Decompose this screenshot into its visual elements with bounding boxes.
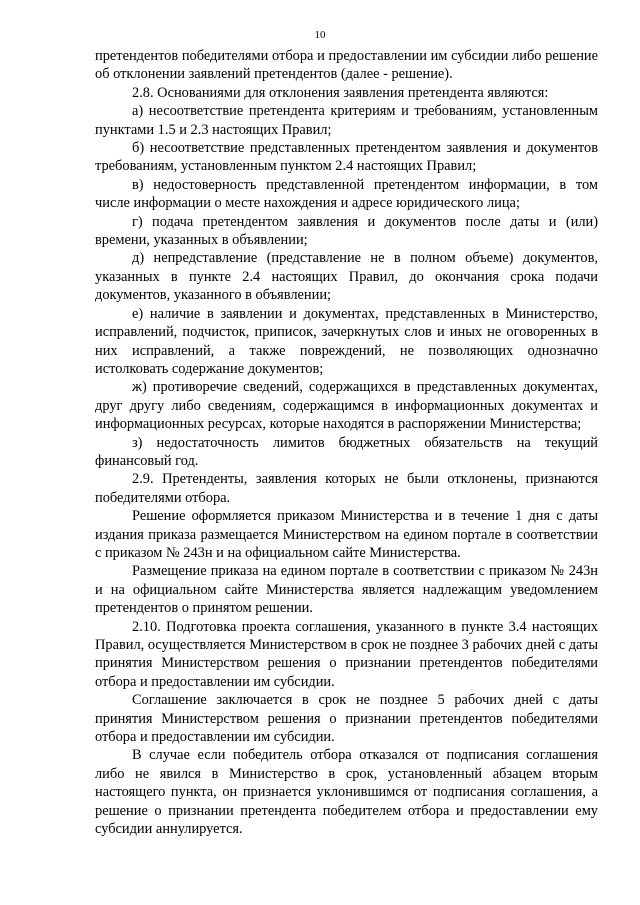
- paragraph-refusal: В случае если победитель отбора отказался от подписания соглашения либо не явился в Министерство в срок, установленный абзацем вторым настоящего пункта, он признается уклонившимся от подписания соглашения, а решение о признании претендента победителем отбора и предоставлении ему субсидии аннулируется.: [95, 747, 598, 838]
- paragraph-2-8-e: е) наличие в заявлении и документах, представленных в Министерство, исправлений, подчисток, приписок, зачеркнутых слов и иных не оговоренных в них исправлений, а также повреждений, не позволяющих однозначно истолковать содержание документов;: [95, 305, 598, 377]
- paragraph-decision: Решение оформляется приказом Министерства и в течение 1 дня с даты издания приказа размещается Министерством на едином портале в соответствии с приказом № 243н и на официальном сайте Министерства.: [95, 508, 598, 561]
- paragraph-2-8-a: а) несоответствие претендента критериям и требованиям, установленным пунктами 1.5 и 2.3 настоящих Правил;: [95, 103, 598, 138]
- paragraph-2-8: 2.8. Основаниями для отклонения заявления претендента являются:: [132, 84, 549, 101]
- page-number: 10: [314, 29, 326, 41]
- paragraph-2-8-zh: ж) противоречие сведений, содержащихся в представленных документах, друг другу либо сведениям, содержащимся в информационных документах и информационных ресурсах, которые находятся в распоряжении Министерства;: [95, 379, 598, 433]
- paragraph-2-8-b: б) несоответствие представленных претендентом заявления и документов требованиям, установленным пунктом 2.4 настоящих Правил;: [95, 140, 598, 175]
- paragraph-2-8-z: з) недостаточность лимитов бюджетных обязательств на текущий финансовый год.: [95, 434, 598, 469]
- paragraph-agreement: Соглашение заключается в срок не позднее 5 рабочих дней с даты принятия Министерством решения о признании претендентов победителями отбора и предоставлении им субсидии.: [95, 692, 598, 746]
- paragraph-publication: Размещение приказа на едином портале в соответствии с приказом № 243н и на официальном сайте Министерства является надлежащим уведомлением претендентов о принятом решении.: [95, 563, 598, 617]
- paragraph-2-8-d: д) непредставление (представление не в полном объеме) документов, указанных в пункте 2.4 настоящих Правил, до окончания срока подачи документов, указанного в объявлении;: [95, 250, 598, 304]
- paragraph-2-10: 2.10. Подготовка проекта соглашения, указанного в пункте 3.4 настоящих Правил, осуществляется Министерством в срок не позднее 3 рабочих дней с даты принятия Министерством решения о признании претендентов победителями отбора и предоставлении им субсидии.: [95, 618, 598, 690]
- paragraph-continuation: претендентов победителями отбора и предоставлении им субсидии либо решение об отклонении заявлений претендентов (далее - решение).: [95, 48, 598, 83]
- paragraph-2-9: 2.9. Претенденты, заявления которых не были отклонены, признаются победителями отбора.: [95, 471, 598, 506]
- paragraph-2-8-g: г) подача претендентом заявления и документов после даты и (или) времени, указанных в объявлении;: [95, 213, 598, 249]
- paragraph-2-8-v: в) недостоверность представленной претендентом информации, в том числе информации о месте нахождения и адресе юридического лица;: [95, 176, 598, 212]
- document-body: [95, 47, 598, 838]
